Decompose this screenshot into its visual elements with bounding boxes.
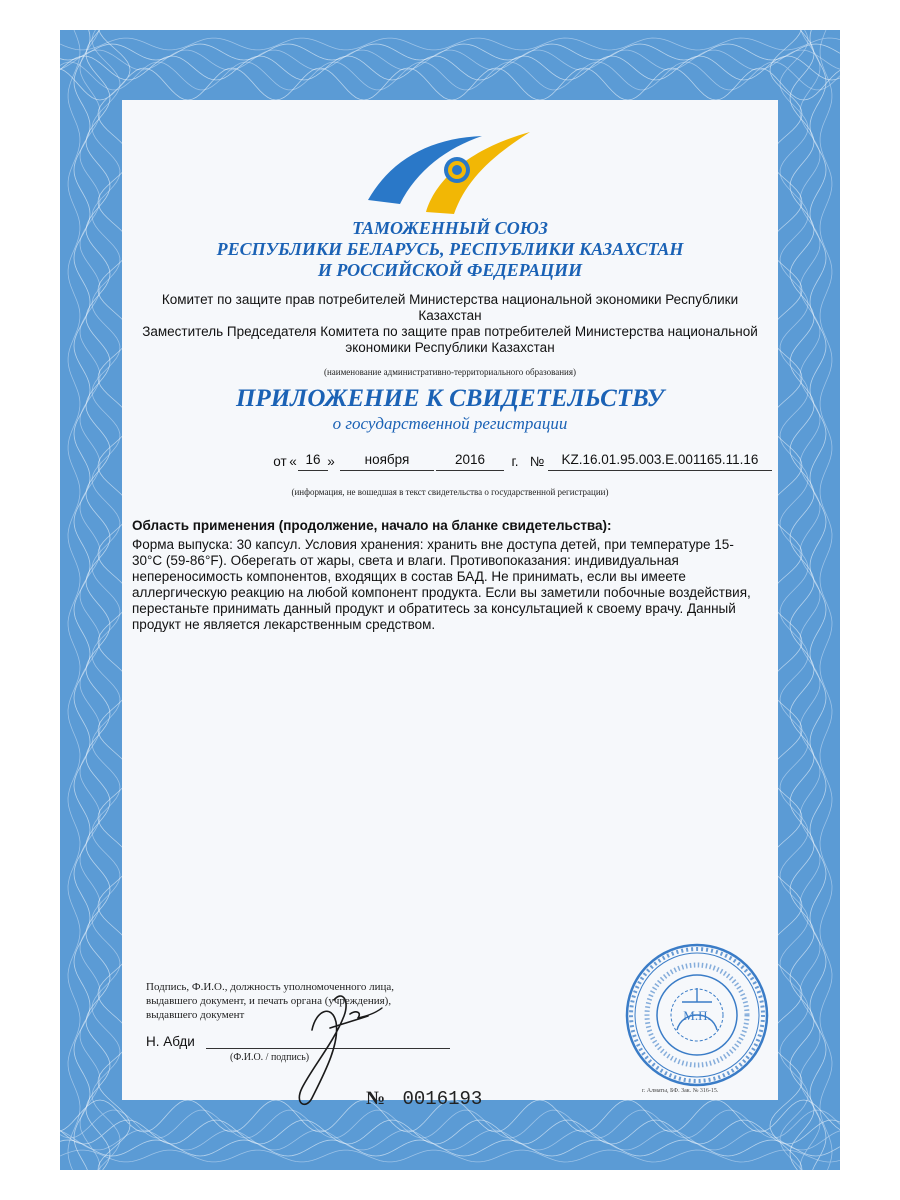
deputy-line2: экономики Республики Казахстан	[345, 340, 555, 355]
scope-heading: Область применения (продолжение, начало на бланке свидетельства):	[132, 518, 612, 533]
open-quote: «	[289, 454, 297, 469]
registration-number: KZ.16.01.95.003.E.001165.11.16	[561, 452, 759, 467]
stamp-center-text: М.П.	[683, 1008, 711, 1023]
info-caption: (информация, не вошедшая в текст свидетельства о государственной регистрации)	[291, 487, 609, 497]
deputy-line1: Заместитель Председателя Комитета по защите прав потребителей Министерства национальной	[142, 324, 758, 339]
scope-line: продукт не является лекарственным средством.	[132, 617, 436, 632]
serial-value: 0016193	[402, 1088, 483, 1110]
close-quote: »	[327, 454, 335, 469]
print-note: г. Алматы, БФ. Зак. № 316-15.	[642, 1088, 719, 1094]
union-title-line2: РЕСПУБЛИКИ БЕЛАРУСЬ, РЕСПУБЛИКИ КАЗАХСТАН	[216, 239, 684, 259]
customs-union-logo-icon	[362, 108, 532, 218]
union-title-line1: ТАМОЖЕННЫЙ СОЮЗ	[352, 218, 548, 238]
committee-line1: Комитет по защите прав потребителей Министерства национальной экономики Республики	[161, 292, 739, 307]
date-number-line	[122, 450, 778, 474]
appendix-subtitle: о государственной регистрации	[332, 414, 568, 433]
official-stamp-icon	[622, 940, 772, 1090]
date-month: ноября	[364, 452, 410, 467]
signatory-name: Н. Абди	[146, 1034, 195, 1049]
date-day: 16	[305, 452, 321, 467]
union-title-line3: И РОССИЙСКОЙ ФЕДЕРАЦИИ	[317, 260, 583, 280]
number-label: №	[529, 454, 545, 469]
scope-line: аллергическую реакцию на любой компонент продукта. Если вы заметили побочные воздействия,	[132, 585, 751, 600]
year-suffix: г.	[511, 454, 519, 469]
scope-section	[132, 518, 772, 633]
certificate-sheet	[60, 30, 840, 1170]
admin-caption: (наименование административно-территориального образования)	[323, 367, 576, 377]
scope-line: перестаньте принимать данный продукт и обратитесь за консультацией к своему врачу. Данный	[132, 601, 736, 616]
signature-caption: Подпись, Ф.И.О., должность уполномоченного лица, выдавшего документ, и печать органа (учреждения), выдавшего документ	[146, 981, 395, 1021]
appendix-title: ПРИЛОЖЕНИЕ К СВИДЕТЕЛЬСТВУ	[236, 385, 664, 412]
serial-label: №	[366, 1088, 386, 1109]
date-year: 2016	[454, 452, 486, 467]
scope-line: Форма выпуска: 30 капсул. Условия хранения: хранить вне доступа детей, при температуре 15-	[132, 537, 734, 552]
scope-line: непереносимость компонентов, входящих в состав БАД. Не принимать, если вы имеете	[132, 569, 686, 584]
committee-line2: Казахстан	[418, 308, 482, 323]
document-body	[122, 100, 778, 1110]
scope-line: 30°С (59-86°F). Оберегать от жары, света и влаги. Противопоказания: индивидуальная	[132, 553, 679, 568]
fio-caption: (Ф.И.О. / подпись)	[230, 1052, 310, 1063]
from-label: от	[273, 454, 287, 469]
serial-number	[366, 1088, 482, 1110]
